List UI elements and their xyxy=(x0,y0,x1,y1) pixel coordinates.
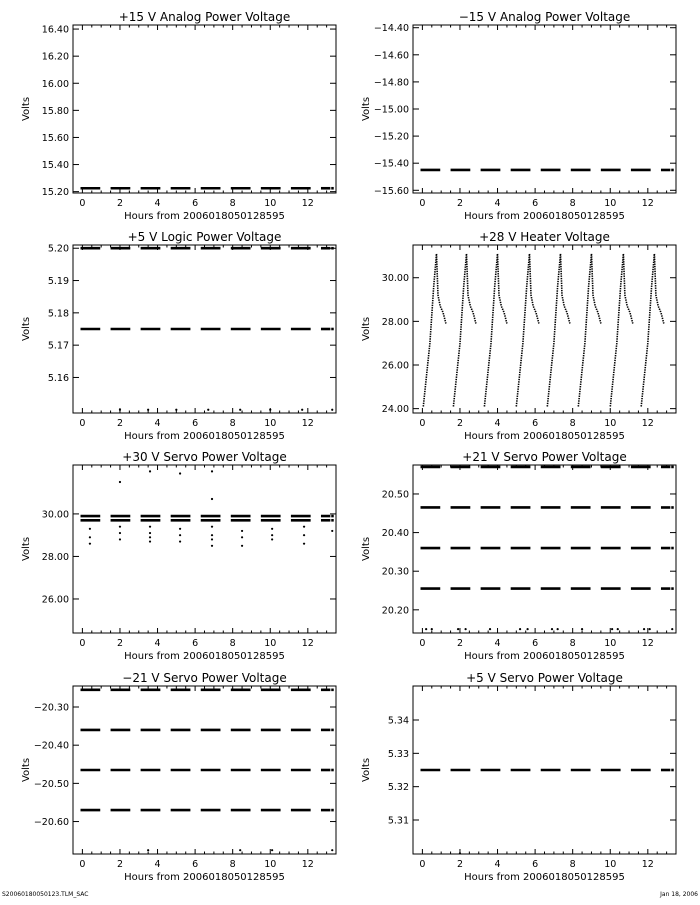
y-axis-label: Volts xyxy=(21,536,32,562)
data-point xyxy=(211,538,213,540)
y-tick-label: −15.20 xyxy=(373,131,409,143)
level-dash xyxy=(331,729,334,732)
data-point xyxy=(119,532,121,534)
data-point xyxy=(331,530,333,532)
y-tick-label: 5.17 xyxy=(47,340,69,352)
x-tick-label: 8 xyxy=(229,418,236,429)
panel-plus-28-v-heater-voltage xyxy=(361,230,676,442)
data-point xyxy=(179,534,181,536)
x-tick-label: 8 xyxy=(569,418,576,429)
panel-plus-30-v-servo-power-voltage xyxy=(21,450,336,662)
y-axis-label: Volts xyxy=(21,316,32,342)
data-point xyxy=(271,538,273,540)
x-tick-label: 10 xyxy=(264,638,277,649)
y-axis-label: Volts xyxy=(361,757,372,783)
data-point xyxy=(119,526,121,528)
data-point xyxy=(269,409,271,411)
x-tick-label: 4 xyxy=(154,418,161,429)
level-dash xyxy=(331,519,334,522)
data-point xyxy=(149,526,151,528)
y-tick-label: 28.00 xyxy=(41,551,69,563)
level-dash xyxy=(331,187,334,190)
y-tick-label: −20.60 xyxy=(33,817,69,829)
data-point xyxy=(149,532,151,534)
y-axis-label: Volts xyxy=(361,316,372,342)
y-tick-label: 15.20 xyxy=(41,187,69,199)
y-tick-label: −20.30 xyxy=(33,702,69,714)
heater-cycle xyxy=(578,254,601,407)
heater-cycle xyxy=(453,254,476,407)
y-tick-label: −14.40 xyxy=(373,23,409,35)
y-tick-label: −14.80 xyxy=(373,77,409,89)
panel-title: +5 V Servo Power Voltage xyxy=(466,671,623,685)
data-point xyxy=(147,849,149,851)
data-point xyxy=(459,852,461,854)
x-tick-label: 10 xyxy=(604,418,617,429)
y-tick-label: 20.50 xyxy=(381,489,409,501)
panel-title: +15 V Analog Power Voltage xyxy=(118,10,291,24)
panel-title: +30 V Servo Power Voltage xyxy=(122,450,287,464)
y-tick-label: 5.31 xyxy=(387,815,409,827)
x-tick-label: 10 xyxy=(264,198,277,209)
x-tick-label: 10 xyxy=(264,418,277,429)
panel-plus-5-v-logic-power-voltage xyxy=(21,230,336,442)
y-tick-label: 26.00 xyxy=(381,360,409,372)
y-tick-label: 20.30 xyxy=(381,566,409,578)
x-tick-label: 6 xyxy=(192,859,199,870)
x-tick-label: 4 xyxy=(494,859,501,870)
y-tick-label: 5.18 xyxy=(47,308,69,320)
data-point xyxy=(271,528,273,530)
x-tick-label: 2 xyxy=(456,198,463,209)
data-point xyxy=(211,526,213,528)
panel-title: +21 V Servo Power Voltage xyxy=(462,450,627,464)
plot-frame xyxy=(73,465,336,633)
x-tick-label: 12 xyxy=(301,638,314,649)
data-point xyxy=(431,628,433,630)
data-point xyxy=(519,628,521,630)
data-point xyxy=(179,528,181,530)
x-tick-label: 12 xyxy=(641,418,654,429)
x-tick-label: 0 xyxy=(419,418,426,429)
y-tick-label: 5.20 xyxy=(47,243,69,255)
x-tick-label: 2 xyxy=(456,859,463,870)
x-tick-label: 6 xyxy=(192,638,199,649)
x-tick-label: 4 xyxy=(154,198,161,209)
x-tick-label: 6 xyxy=(532,198,539,209)
y-tick-label: 30.00 xyxy=(41,509,69,521)
x-tick-label: 12 xyxy=(641,859,654,870)
x-axis-label: Hours from 200601805012859​5 xyxy=(124,651,285,662)
panel-minus-21-v-servo-power-voltage xyxy=(21,671,336,883)
level-dash xyxy=(671,506,674,509)
data-point xyxy=(179,540,181,542)
y-tick-label: 5.33 xyxy=(387,748,409,760)
x-tick-label: 6 xyxy=(532,638,539,649)
data-point xyxy=(179,472,181,474)
x-tick-label: 10 xyxy=(604,859,617,870)
data-point xyxy=(671,628,673,630)
heater-cycle xyxy=(547,254,570,407)
level-dash xyxy=(331,769,334,772)
data-point xyxy=(211,534,213,536)
y-axis-label: Volts xyxy=(361,96,372,122)
x-tick-label: 8 xyxy=(229,859,236,870)
data-point xyxy=(239,849,241,851)
y-tick-label: −15.40 xyxy=(373,158,409,170)
y-tick-label: −14.60 xyxy=(373,50,409,62)
data-point xyxy=(147,409,149,411)
x-tick-label: 2 xyxy=(116,418,123,429)
x-tick-label: 2 xyxy=(456,638,463,649)
panel-title: −15 V Analog Power Voltage xyxy=(458,10,631,24)
x-tick-label: 0 xyxy=(79,198,86,209)
x-tick-label: 6 xyxy=(192,418,199,429)
y-tick-label: 16.00 xyxy=(41,78,69,90)
data-point xyxy=(643,628,645,630)
heater-cycle xyxy=(516,254,539,407)
x-tick-label: 8 xyxy=(569,198,576,209)
y-axis-label: Volts xyxy=(361,536,372,562)
y-tick-label: 15.60 xyxy=(41,132,69,144)
level-dash xyxy=(671,169,674,172)
y-tick-label: 5.34 xyxy=(387,715,409,727)
y-tick-label: −20.50 xyxy=(33,778,69,790)
y-axis-label: Volts xyxy=(21,757,32,783)
panel-plus-15-v-analog-power-voltage xyxy=(21,10,336,222)
x-tick-label: 2 xyxy=(116,198,123,209)
data-point xyxy=(425,628,427,630)
data-point xyxy=(331,409,333,411)
level-dash xyxy=(671,587,674,590)
x-axis-label: Hours from 200601805012859​5 xyxy=(124,431,285,442)
data-point xyxy=(211,470,213,472)
level-dash xyxy=(671,547,674,550)
footer-date: Jan 18, 2006 xyxy=(660,891,698,898)
data-point xyxy=(557,628,559,630)
data-point xyxy=(611,628,613,630)
x-tick-label: 12 xyxy=(301,859,314,870)
heater-cycle xyxy=(423,254,446,407)
data-point xyxy=(239,409,241,411)
heater-cycle xyxy=(641,254,664,407)
data-point xyxy=(489,628,491,630)
data-point xyxy=(271,849,273,851)
panel-minus-15-v-analog-power-voltage xyxy=(361,10,676,222)
x-tick-label: 12 xyxy=(641,198,654,209)
data-point xyxy=(119,538,121,540)
x-axis-label: Hours from 200601805012859​5 xyxy=(124,872,285,883)
x-tick-label: 2 xyxy=(116,638,123,649)
y-tick-label: 20.20 xyxy=(381,605,409,617)
x-tick-label: 6 xyxy=(192,198,199,209)
y-tick-label: 28.00 xyxy=(381,316,409,328)
x-tick-label: 12 xyxy=(301,198,314,209)
y-tick-label: 15.40 xyxy=(41,160,69,172)
data-point xyxy=(303,526,305,528)
level-dash xyxy=(331,328,334,331)
data-point xyxy=(526,628,528,630)
y-tick-label: −15.60 xyxy=(373,185,409,197)
x-tick-label: 4 xyxy=(494,198,501,209)
heater-cycle xyxy=(484,254,507,407)
x-axis-label: Hours from 200601805012859​5 xyxy=(464,431,625,442)
x-axis-label: Hours from 200601805012859​5 xyxy=(464,651,625,662)
data-point xyxy=(649,628,651,630)
x-tick-label: 0 xyxy=(79,859,86,870)
data-point xyxy=(211,498,213,500)
x-tick-label: 6 xyxy=(532,859,539,870)
y-tick-label: 15.80 xyxy=(41,105,69,117)
data-point xyxy=(175,409,177,411)
y-tick-label: −15.00 xyxy=(373,104,409,116)
data-point xyxy=(149,536,151,538)
y-tick-label: 30.00 xyxy=(381,273,409,285)
data-point xyxy=(457,628,459,630)
x-tick-label: 8 xyxy=(569,859,576,870)
level-dash xyxy=(331,689,334,692)
data-point xyxy=(149,470,151,472)
data-point xyxy=(303,543,305,545)
y-tick-label: 5.19 xyxy=(47,276,69,288)
x-tick-label: 4 xyxy=(154,638,161,649)
y-tick-label: −20.40 xyxy=(33,740,69,752)
y-tick-label: 16.40 xyxy=(41,24,69,36)
plot-frame xyxy=(73,25,336,193)
y-tick-label: 24.00 xyxy=(381,404,409,416)
x-tick-label: 10 xyxy=(264,859,277,870)
y-tick-label: 5.32 xyxy=(387,782,409,794)
panel-title: +5 V Logic Power Voltage xyxy=(127,230,282,244)
panel-title: −21 V Servo Power Voltage xyxy=(122,671,287,685)
level-dash xyxy=(331,515,334,518)
plot-frame xyxy=(413,245,676,413)
data-point xyxy=(551,628,553,630)
x-tick-label: 4 xyxy=(154,859,161,870)
data-point xyxy=(241,545,243,547)
level-dash xyxy=(671,769,674,772)
x-axis-label: Hours from 200601805012859​5 xyxy=(464,211,625,222)
x-tick-label: 6 xyxy=(532,418,539,429)
x-tick-label: 8 xyxy=(229,638,236,649)
data-point xyxy=(617,628,619,630)
y-axis-label: Volts xyxy=(21,96,32,122)
x-tick-label: 10 xyxy=(604,638,617,649)
x-tick-label: 4 xyxy=(494,418,501,429)
y-tick-label: 20.40 xyxy=(381,528,409,540)
data-point xyxy=(581,628,583,630)
data-point xyxy=(149,540,151,542)
level-dash xyxy=(331,809,334,812)
x-tick-label: 2 xyxy=(116,859,123,870)
x-axis-label: Hours from 200601805012859​5 xyxy=(464,872,625,883)
data-point xyxy=(119,481,121,483)
x-tick-label: 8 xyxy=(569,638,576,649)
x-tick-label: 0 xyxy=(79,418,86,429)
level-dash xyxy=(331,247,334,250)
x-tick-label: 0 xyxy=(79,638,86,649)
data-point xyxy=(241,536,243,538)
y-tick-label: 5.16 xyxy=(47,372,69,384)
footer-filename: S20060180050123.TLM_SAC xyxy=(2,891,89,898)
x-tick-label: 12 xyxy=(301,418,314,429)
data-point xyxy=(89,528,91,530)
panel-plus-5-v-servo-power-voltage xyxy=(361,671,676,883)
y-tick-label: 26.00 xyxy=(41,594,69,606)
x-tick-label: 0 xyxy=(419,198,426,209)
panel-plus-21-v-servo-power-voltage xyxy=(361,450,676,662)
data-point xyxy=(303,534,305,536)
heater-cycle xyxy=(610,254,633,407)
data-point xyxy=(207,409,209,411)
x-tick-label: 4 xyxy=(494,638,501,649)
data-point xyxy=(301,409,303,411)
data-point xyxy=(211,545,213,547)
data-point xyxy=(465,628,467,630)
data-point xyxy=(119,409,121,411)
data-point xyxy=(271,534,273,536)
x-tick-label: 8 xyxy=(229,198,236,209)
data-point xyxy=(241,530,243,532)
x-tick-label: 0 xyxy=(419,859,426,870)
x-tick-label: 12 xyxy=(641,638,654,649)
data-point xyxy=(89,536,91,538)
data-point xyxy=(331,849,333,851)
x-tick-label: 0 xyxy=(419,638,426,649)
plot-frame xyxy=(413,25,676,193)
panel-title: +28 V Heater Voltage xyxy=(479,230,610,244)
y-tick-label: 16.20 xyxy=(41,51,69,63)
x-tick-label: 2 xyxy=(456,418,463,429)
data-point xyxy=(89,543,91,545)
x-tick-label: 10 xyxy=(604,198,617,209)
level-dash xyxy=(671,466,674,469)
x-axis-label: Hours from 200601805012859​5 xyxy=(124,211,285,222)
